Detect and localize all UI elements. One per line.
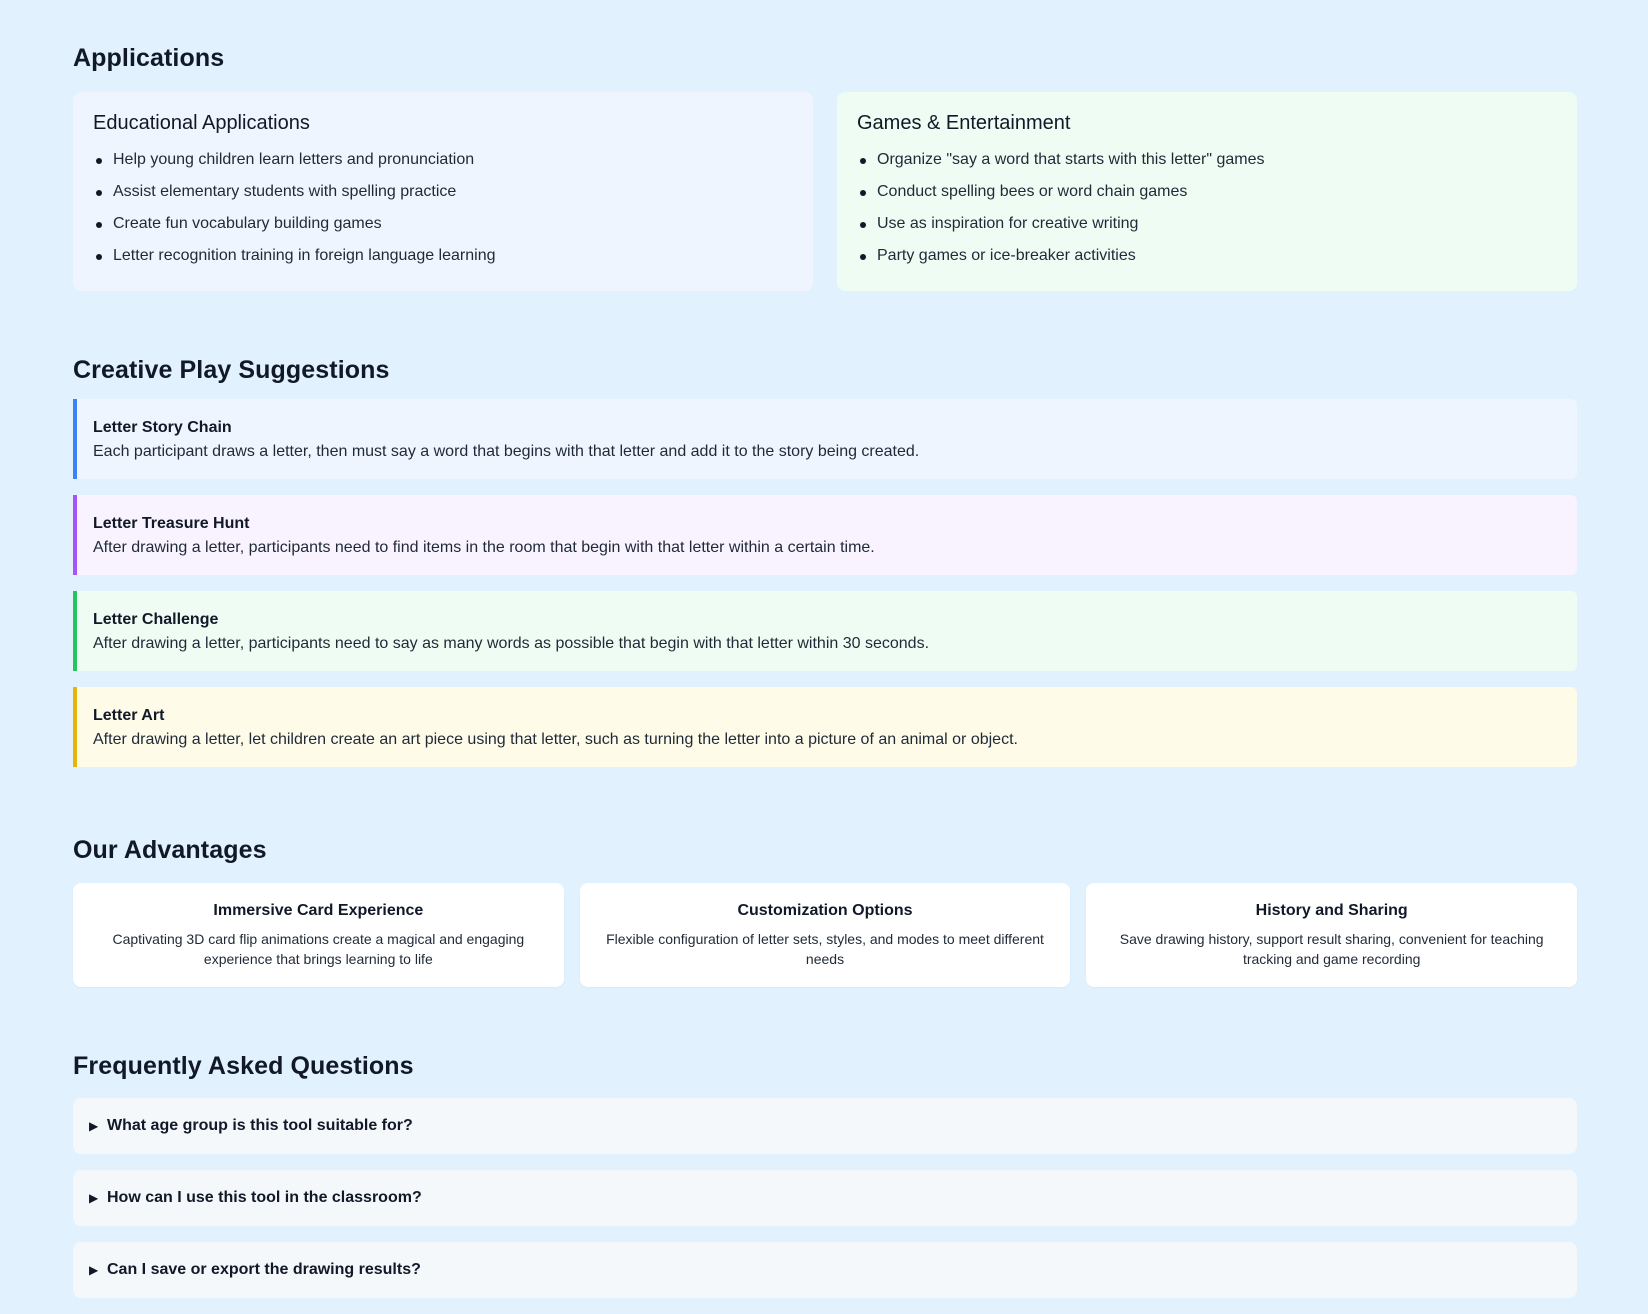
applications-title: Applications [73, 44, 225, 72]
faq-item-save-export[interactable] [73, 1242, 1577, 1298]
play-card-description: After drawing a letter, participants need to find items in the room that begin with that letter within a certain time. [93, 539, 875, 556]
applications-section [73, 44, 1577, 291]
advantages-section [73, 836, 1577, 987]
list-item: Conduct spelling bees or word chain games [857, 176, 1557, 208]
educational-applications-title: Educational Applications [93, 112, 310, 134]
play-card-title: Letter Story Chain [93, 419, 232, 436]
play-card-description: After drawing a letter, let children create an art piece using that letter, such as turning the letter into a picture of an animal or object. [93, 731, 1018, 748]
list-item: Create fun vocabulary building games [93, 208, 793, 240]
educational-applications-list [93, 144, 793, 272]
games-entertainment-card [837, 92, 1577, 291]
list-item: Party games or ice-breaker activities [857, 240, 1557, 272]
faq-title: Frequently Asked Questions [73, 1052, 414, 1080]
creative-play-list [73, 399, 1577, 767]
faq-item-classroom[interactable] [73, 1170, 1577, 1226]
list-item: Letter recognition training in foreign language learning [93, 240, 793, 272]
applications-grid [73, 92, 1577, 291]
list-item: Assist elementary students with spelling practice [93, 176, 793, 208]
play-card-title: Letter Challenge [93, 611, 219, 628]
play-card-title: Letter Art [93, 707, 165, 724]
faq-item-age-group[interactable] [73, 1098, 1577, 1154]
list-item: Help young children learn letters and pronunciation [93, 144, 793, 176]
advantages-title: Our Advantages [73, 836, 267, 864]
play-card-letter-treasure-hunt [73, 495, 1577, 575]
advantage-title: Customization Options [737, 902, 913, 919]
play-card-letter-art [73, 687, 1577, 767]
advantage-description: Flexible configuration of letter sets, styles, and modes to meet different needs [606, 931, 1044, 967]
advantages-grid [73, 883, 1577, 987]
advantage-title: Immersive Card Experience [213, 902, 424, 919]
games-entertainment-title: Games & Entertainment [857, 112, 1071, 134]
list-item: Organize "say a word that starts with this letter" games [857, 144, 1557, 176]
triangle-right-icon: ▶ [89, 1119, 99, 1133]
creative-play-section [73, 356, 1577, 783]
educational-applications-card [73, 92, 813, 291]
advantage-card-customization [580, 883, 1071, 987]
advantage-description: Captivating 3D card flip animations create a magical and engaging experience that brings learning to life [112, 931, 525, 967]
advantage-title: History and Sharing [1255, 902, 1408, 919]
faq-question: How can I use this tool in the classroom? [107, 1189, 422, 1206]
faq-question: What age group is this tool suitable for? [107, 1117, 413, 1134]
play-card-letter-challenge [73, 591, 1577, 671]
faq-question: Can I save or export the drawing results? [107, 1261, 421, 1278]
games-entertainment-list [857, 144, 1557, 272]
triangle-right-icon: ▶ [89, 1263, 99, 1277]
play-card-letter-story-chain [73, 399, 1577, 479]
play-card-description: Each participant draws a letter, then must say a word that begins with that letter and add it to the story being created. [93, 443, 920, 460]
faq-section [73, 1052, 1577, 1314]
creative-play-title: Creative Play Suggestions [73, 356, 390, 384]
play-card-title: Letter Treasure Hunt [93, 515, 250, 532]
list-item: Use as inspiration for creative writing [857, 208, 1557, 240]
advantage-description: Save drawing history, support result sharing, convenient for teaching tracking and game recording [1119, 931, 1544, 967]
advantage-card-immersive [73, 883, 564, 987]
triangle-right-icon: ▶ [89, 1191, 99, 1205]
play-card-description: After drawing a letter, participants need to say as many words as possible that begin with that letter within 30 seconds. [93, 635, 930, 652]
advantage-card-history-sharing [1086, 883, 1577, 987]
faq-list [73, 1098, 1577, 1298]
